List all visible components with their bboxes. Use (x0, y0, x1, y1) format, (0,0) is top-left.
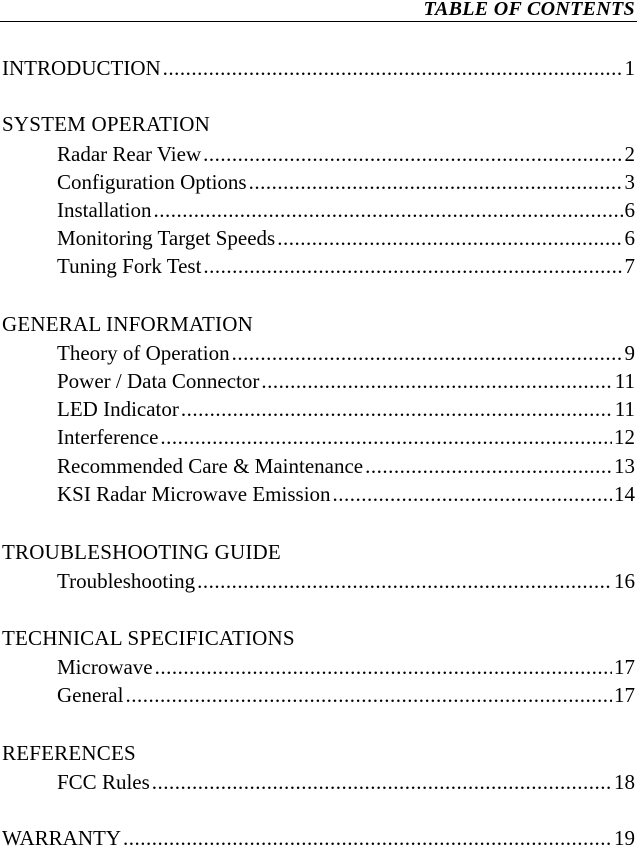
toc-entry[interactable] (57, 770, 635, 794)
section-heading-troubleshooting-guide: TROUBLESHOOTING GUIDE (2, 540, 281, 564)
toc-entry-page: 11 (614, 397, 635, 421)
dot-leader (181, 397, 613, 421)
section-heading-general-information: GENERAL INFORMATION (2, 312, 253, 336)
page-title: TABLE OF CONTENTS (423, 0, 635, 20)
toc-entry-title: KSI Radar Microwave Emission (57, 482, 331, 506)
toc-entry-page: 3 (624, 170, 635, 194)
section-heading-system-operation: SYSTEM OPERATION (2, 112, 210, 136)
toc-entry-introduction[interactable] (2, 56, 635, 80)
toc-entry-title: Microwave (57, 655, 153, 679)
toc-entry-page: 14 (614, 482, 635, 506)
section-heading-references: REFERENCES (2, 741, 136, 765)
toc-entry-title: Theory of Operation (57, 341, 230, 365)
dot-leader (203, 142, 622, 166)
dot-leader (203, 254, 622, 278)
toc-entry-page: 18 (614, 770, 635, 794)
toc-entry[interactable] (57, 369, 635, 393)
dot-leader (163, 56, 623, 80)
toc-entry[interactable] (57, 683, 635, 707)
toc-entry[interactable] (57, 341, 635, 365)
toc-entry[interactable] (57, 254, 635, 278)
toc-entry-title: Radar Rear View (57, 142, 202, 166)
toc-entry-warranty[interactable] (2, 826, 635, 850)
toc-entry-page: 12 (614, 425, 635, 449)
toc-entry[interactable] (57, 454, 635, 478)
toc-entry-title: Recommended Care & Maintenance (57, 454, 364, 478)
toc-entry-page: 9 (624, 341, 635, 365)
dot-leader (333, 482, 612, 506)
toc-entry[interactable] (57, 482, 635, 506)
toc-entry[interactable] (57, 425, 635, 449)
toc-entry[interactable] (57, 226, 635, 250)
toc-entry-title: Troubleshooting (57, 569, 196, 593)
toc-entry[interactable] (57, 142, 635, 166)
toc-entry-page: 19 (614, 826, 635, 850)
dot-leader (153, 198, 622, 222)
toc-entry-page: 1 (624, 56, 635, 80)
dot-leader (277, 226, 622, 250)
dot-leader (155, 655, 612, 679)
toc-entry[interactable] (57, 170, 635, 194)
dot-leader (232, 341, 623, 365)
toc-entry-page: 6 (624, 198, 635, 222)
toc-entry[interactable] (57, 655, 635, 679)
dot-leader (123, 826, 612, 850)
toc-entry-page: 13 (614, 454, 635, 478)
toc-entry-title: WARRANTY (2, 826, 121, 850)
dot-leader (152, 770, 612, 794)
dot-leader (249, 170, 623, 194)
dot-leader (160, 425, 612, 449)
toc-entry-title: Tuning Fork Test (57, 254, 202, 278)
toc-entry-page: 17 (614, 655, 635, 679)
toc-entry-page: 2 (624, 142, 635, 166)
toc-entry-title: LED Indicator (57, 397, 179, 421)
toc-entry[interactable] (57, 397, 635, 421)
dot-leader (261, 369, 612, 393)
section-heading-technical-specifications: TECHNICAL SPECIFICATIONS (2, 626, 295, 650)
toc-entry-title: Configuration Options (57, 170, 247, 194)
toc-entry-page: 16 (614, 569, 635, 593)
dot-leader (125, 683, 612, 707)
dot-leader (197, 569, 612, 593)
toc-entry-title: INTRODUCTION (2, 56, 161, 80)
toc-entry-page: 17 (614, 683, 635, 707)
page-header (0, 0, 637, 22)
dot-leader (365, 454, 612, 478)
toc-entry-page: 11 (614, 369, 635, 393)
toc-entry-title: General (57, 683, 124, 707)
toc-entry[interactable] (57, 198, 635, 222)
toc-entry-title: Power / Data Connector (57, 369, 260, 393)
toc-entry-title: FCC Rules (57, 770, 150, 794)
toc-entry-title: Monitoring Target Speeds (57, 226, 276, 250)
toc-entry[interactable] (57, 569, 635, 593)
toc-entry-title: Installation (57, 198, 152, 222)
toc-entry-page: 6 (624, 226, 635, 250)
toc-entry-title: Interference (57, 425, 159, 449)
toc-entry-page: 7 (624, 254, 635, 278)
